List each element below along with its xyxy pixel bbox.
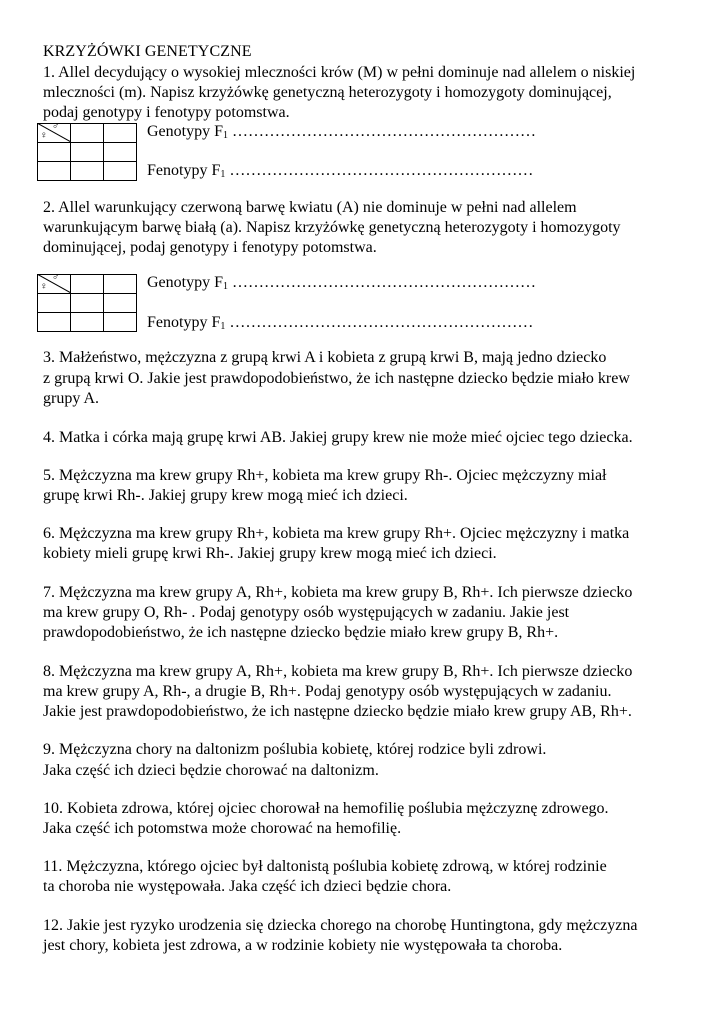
q1-line-3: podaj genotypy i fenotypy potomstwa. [43, 104, 290, 121]
q9-line-2: Jaka część ich dzieci będzie chorować na daltonizm. [43, 762, 379, 779]
male-symbol-icon: ♂ [52, 272, 60, 283]
q8-line-3: Jakie jest prawdopodobieństwo, że ich następne dziecko będzie miało krew grupy AB, Rh+. [43, 703, 632, 720]
q6-line-1: 6. Mężczyzna ma krew grupy Rh+, kobieta ma krew grupy Rh+. Ojciec mężczyzny i matka [43, 525, 630, 542]
q1-line-1: 1. Allel decydujący o wysokiej mleczności krów (M) w pełni dominuje nad allelem o niskiej [43, 64, 636, 81]
generation-subscript: 1 [223, 281, 228, 292]
q10-line-2: Jaka część ich potomstwa może chorować na hemofilię. [43, 820, 402, 837]
q12-line-1: 12. Jakie jest ryzyko urodzenia się dziecka chorego na chorobę Huntingtona, gdy mężczyzna [43, 917, 638, 934]
phenotypes-line-1 [147, 162, 533, 180]
q7-line-1: 7. Mężczyzna ma krew grupy A, Rh+, kobieta ma krew grupy B, Rh+. Ich pierwsze dziecko [43, 584, 633, 601]
female-symbol-icon: ♀ [40, 130, 48, 141]
worksheet-title: KRZYŻÓWKI GENETYCZNE [43, 43, 252, 60]
female-symbol-icon: ♀ [40, 281, 48, 292]
q9-line-1: 9. Mężczyzna chory na daltonizm poślubia kobietę, której rodzice byli zdrowi. [43, 741, 547, 758]
q12-line-2: jest chory, kobieta jest zdrowa, a w rodzinie kobiety nie występowała ta choroba. [43, 937, 563, 954]
answer-dots: ………………………………………………… [229, 162, 534, 179]
q5-line-2: grupę krwi Rh-. Jakiej grupy krew mogą mieć ich dzieci. [43, 487, 408, 504]
q4-line-1: 4. Matka i córka mają grupę krwi AB. Jakiej grupy krew nie może mieć ojciec tego dziecka. [43, 429, 633, 446]
q11-line-1: 11. Mężczyzna, którego ojciec był daltonistą poślubia kobietę zdrową, w której rodzinie [43, 858, 607, 875]
q8-line-2: ma krew grupy A, Rh-, a drugie B, Rh+. Podaj genotypy osób występujących w zadaniu. [43, 683, 612, 700]
genotypes-line-1 [147, 123, 536, 141]
male-symbol-icon: ♂ [52, 121, 60, 132]
generation-subscript: 1 [223, 130, 228, 141]
q8-line-1: 8. Mężczyzna ma krew grupy A, Rh+, kobieta ma krew grupy B, Rh+. Ich pierwsze dziecko [43, 663, 633, 680]
q3-line-1: 3. Małżeństwo, mężczyzna z grupą krwi A i kobieta z grupą krwi B, mają jedno dziecko [43, 349, 607, 366]
q6-line-2: kobiety mieli grupę krwi Rh-. Jakiej grupy krew mogą mieć ich dzieci. [43, 545, 497, 562]
q3-line-3: grupy A. [43, 390, 99, 407]
punnett-corner-1 [37, 123, 71, 142]
generation-subscript: 1 [220, 321, 226, 332]
genotypes-line-2 [147, 274, 536, 292]
q10-line-1: 10. Kobieta zdrowa, której ojciec chorował na hemofilię poślubia mężczyznę zdrowego. [43, 800, 609, 817]
phenotypes-line-2 [147, 314, 533, 332]
genotypes-label: Genotypy F [147, 274, 223, 291]
q2-line-3: dominującej, podaj genotypy i fenotypy potomstwa. [43, 239, 377, 256]
answer-dots: ………………………………………………… [229, 314, 534, 331]
answer-dots: ………………………………………………… [232, 123, 536, 140]
q1-line-2: mleczności (m). Napisz krzyżówkę genetyczną heterozygoty i homozygoty dominującej, [43, 84, 612, 101]
answer-dots: ………………………………………………… [232, 274, 536, 291]
q5-line-1: 5. Mężczyzna ma krew grupy Rh+, kobieta ma krew grupy Rh-. Ojciec mężczyzny miał [43, 467, 607, 484]
genotypes-label: Genotypy F [147, 123, 223, 140]
q7-line-3: prawdopodobieństwo, że ich następne dziecko będzie miało krew grupy B, Rh+. [43, 624, 559, 641]
phenotypes-label: Fenotypy F [147, 314, 221, 331]
q11-line-2: ta choroba nie występowała. Jaka część ich dzieci będzie chora. [43, 878, 452, 895]
q2-line-2: warunkującym barwę białą (a). Napisz krzyżówkę genetyczną heterozygoty i homozygoty [43, 219, 621, 236]
phenotypes-label: Fenotypy F [147, 162, 221, 179]
q7-line-2: ma krew grupy O, Rh- . Podaj genotypy osób występujących w zadaniu. Jakie jest [43, 604, 570, 621]
punnett-corner-2 [37, 274, 71, 293]
q3-line-2: z grupą krwi O. Jakie jest prawdopodobieństwo, że ich następne dziecko będzie miało krew [43, 370, 630, 387]
generation-subscript: 1 [220, 169, 226, 180]
q2-line-1: 2. Allel warunkujący czerwoną barwę kwiatu (A) nie dominuje w pełni nad allelem [43, 199, 577, 216]
